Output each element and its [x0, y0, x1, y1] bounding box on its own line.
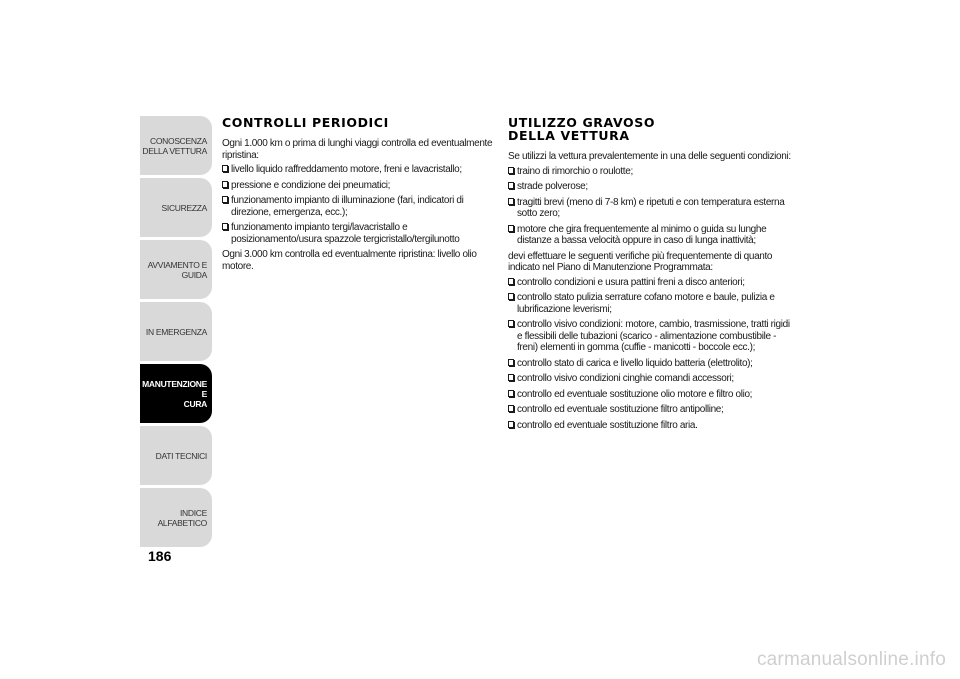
- section-title: UTILIZZO GRAVOSO DELLA VETTURA: [508, 115, 656, 143]
- list-item: strade polverose;: [508, 181, 793, 193]
- list-item: controllo ed eventuale sostituzione filtro aria.: [508, 420, 793, 432]
- page-number: 186: [148, 548, 172, 564]
- checkbox-bullet-icon: [222, 181, 228, 188]
- checkbox-bullet-icon: [508, 390, 514, 397]
- list-item: controllo visivo condizioni cinghie comandi accessori;: [508, 373, 793, 385]
- list-item: funzionamento impianto tergi/lavacristallo e posizionamento/usura spazzole tergicristallo/tergilunotto: [222, 222, 497, 245]
- checkbox-bullet-icon: [508, 405, 514, 412]
- watermark: carmanualsonline.info: [756, 649, 946, 670]
- tab-manutenzione-e-cura[interactable]: MANUTENZIONE E CURA: [140, 364, 212, 423]
- list-item: traino di rimorchio o roulotte;: [508, 166, 793, 178]
- section-title: CONTROLLI PERIODICI: [222, 115, 389, 130]
- list-item: controllo stato di carica e livello liquido batteria (elettrolito);: [508, 358, 793, 370]
- checkbox-bullet-icon: [508, 182, 514, 189]
- tab-avviamento-e-guida[interactable]: AVVIAMENTO E GUIDA: [140, 240, 212, 299]
- list-item: controllo ed eventuale sostituzione filtro antipolline;: [508, 404, 793, 416]
- tab-sicurezza[interactable]: SICUREZZA: [140, 178, 212, 237]
- list-item: controllo condizioni e usura pattini freni a disco anteriori;: [508, 277, 793, 289]
- intro-paragraph: Se utilizzi la vettura prevalentemente in una delle seguenti condizioni:: [508, 151, 791, 162]
- list-item: motore che gira frequentemente al minimo o guida su lunghe distanze a bassa velocità oppure in caso di lunga inattività;: [508, 224, 793, 247]
- checkbox-bullet-icon: [508, 320, 514, 327]
- tab-conoscenza-della-vettura[interactable]: CONOSCENZA DELLA VETTURA: [140, 116, 212, 175]
- tab-indice-alfabetico[interactable]: INDICE ALFABETICO: [140, 488, 212, 547]
- checkbox-bullet-icon: [222, 196, 228, 203]
- checkbox-bullet-icon: [508, 225, 514, 232]
- list-item: funzionamento impianto di illuminazione (fari, indicatori di direzione, emergenza, ecc.);: [222, 195, 497, 218]
- list-item: pressione e condizione dei pneumatici;: [222, 180, 497, 192]
- utilizzo-gravoso-section: [508, 116, 793, 435]
- checkbox-bullet-icon: [508, 293, 514, 300]
- tab-dati-tecnici[interactable]: DATI TECNICI: [140, 426, 212, 485]
- middle-paragraph: devi effettuare le seguenti verifiche più frequentemente di quanto indicato nel Piano di Manutenzione Programmata:: [508, 250, 773, 273]
- list-item: controllo ed eventuale sostituzione olio motore e filtro olio;: [508, 389, 793, 401]
- checkbox-bullet-icon: [222, 165, 228, 172]
- checkbox-bullet-icon: [508, 421, 514, 428]
- checkbox-bullet-icon: [508, 198, 514, 205]
- checkbox-bullet-icon: [508, 278, 514, 285]
- list-item: controllo visivo condizioni: motore, cambio, trasmissione, tratti rigidi e flessibili delle tubazioni (scarico - alimentazione combustibile - freni) elementi in gomma (cuffie - manicotti - boccole ecc.);: [508, 319, 793, 354]
- outro-paragraph: Ogni 3.000 km controlla ed eventualmente ripristina: livello olio motore.: [222, 249, 477, 272]
- checkbox-bullet-icon: [508, 359, 514, 366]
- checkbox-bullet-icon: [508, 167, 514, 174]
- checkbox-bullet-icon: [508, 374, 514, 381]
- intro-paragraph: Ogni 1.000 km o prima di lunghi viaggi controlla ed eventualmente ripristina:: [222, 138, 493, 161]
- list-item: livello liquido raffreddamento motore, freni e lavacristallo;: [222, 164, 497, 176]
- list-item: tragitti brevi (meno di 7-8 km) e ripetuti e con temperatura esterna sotto zero;: [508, 197, 793, 220]
- list-item: controllo stato pulizia serrature cofano motore e baule, pulizia e lubrificazione leverismi;: [508, 292, 793, 315]
- controlli-periodici-section: [222, 116, 497, 275]
- tab-in-emergenza[interactable]: IN EMERGENZA: [140, 302, 212, 361]
- checkbox-bullet-icon: [222, 223, 228, 230]
